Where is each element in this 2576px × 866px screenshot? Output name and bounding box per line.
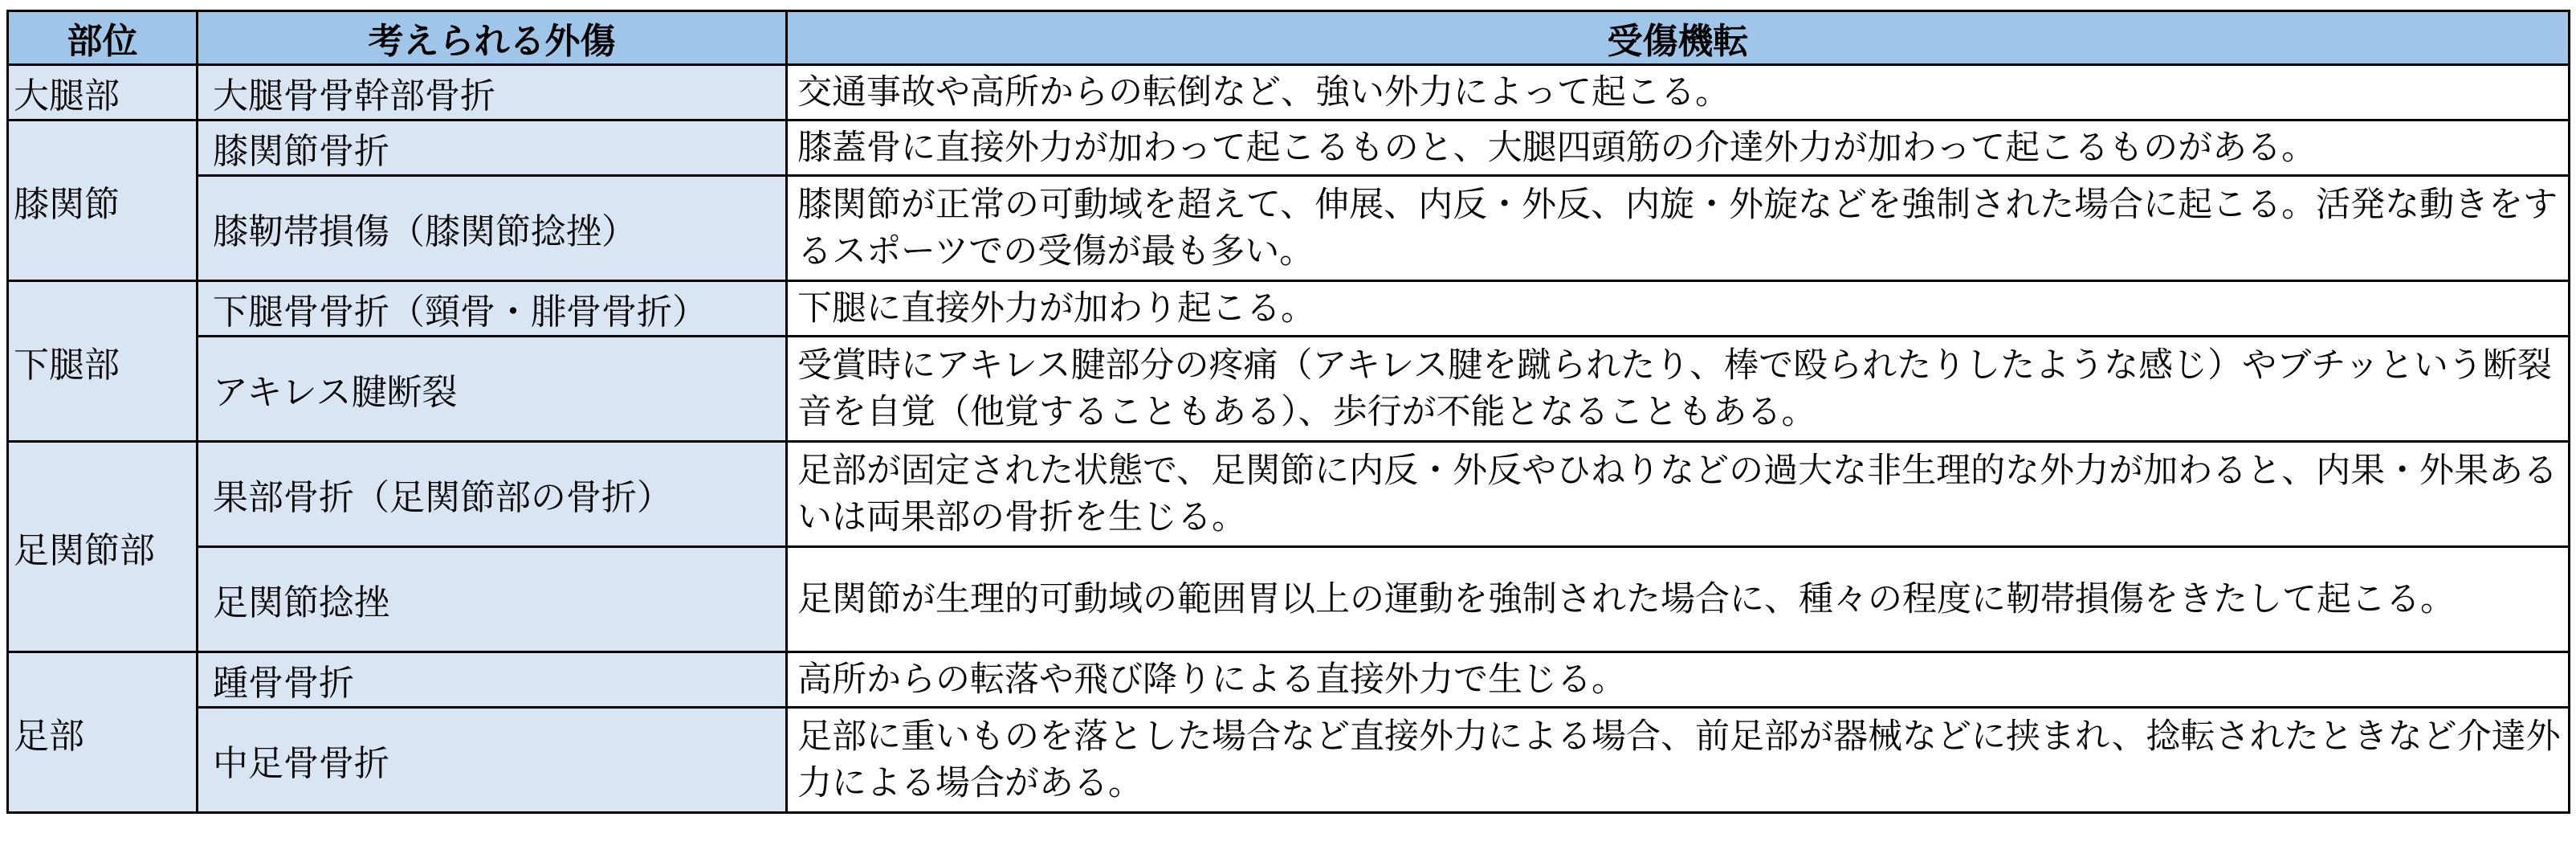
mechanism-cell: 足部に重いものを落とした場合など直接外力による場合、前足部が器械などに挟まれ、捻転されたときなど介達外力による場合がある。 (787, 708, 2570, 813)
header-mechanism: 受傷機転 (787, 11, 2570, 65)
table-row (8, 547, 2570, 652)
body-part-cell: 足関節部 (8, 442, 198, 652)
injury-cell: 大腿骨骨幹部骨折 (198, 65, 787, 121)
header-part: 部位 (8, 11, 198, 65)
table-row (8, 281, 2570, 337)
table-header-row (8, 11, 2570, 65)
table-row (8, 176, 2570, 281)
body-part-cell: 膝関節 (8, 121, 198, 281)
table-row (8, 652, 2570, 708)
table-row (8, 121, 2570, 176)
injury-cell: 踵骨骨折 (198, 652, 787, 708)
table-row (8, 708, 2570, 813)
body-part-cell: 大腿部 (8, 65, 198, 121)
injury-cell: 膝靭帯損傷（膝関節捻挫） (198, 176, 787, 281)
injury-cell: 果部骨折（足関節部の骨折） (198, 442, 787, 547)
mechanism-cell: 足関節が生理的可動域の範囲胃以上の運動を強制された場合に、種々の程度に靭帯損傷をきたして起こる。 (787, 547, 2570, 652)
injury-cell: 中足骨骨折 (198, 708, 787, 813)
mechanism-cell: 交通事故や高所からの転倒など、強い外力によって起こる。 (787, 65, 2570, 121)
mechanism-cell: 下腿に直接外力が加わり起こる。 (787, 281, 2570, 337)
body-part-cell: 下腿部 (8, 281, 198, 442)
mechanism-cell: 膝関節が正常の可動域を超えて、伸展、内反・外反、内旋・外旋などを強制された場合に起こる。活発な動きをするスポーツでの受傷が最も多い。 (787, 176, 2570, 281)
injury-cell: 膝関節骨折 (198, 121, 787, 176)
body-part-cell: 足部 (8, 652, 198, 813)
table-row (8, 442, 2570, 547)
table-row (8, 65, 2570, 121)
injury-cell: 下腿骨骨折（頸骨・腓骨骨折） (198, 281, 787, 337)
mechanism-cell: 膝蓋骨に直接外力が加わって起こるものと、大腿四頭筋の介達外力が加わって起こるものがある。 (787, 121, 2570, 176)
injury-cell: アキレス腱断裂 (198, 337, 787, 442)
injury-mechanism-table (6, 10, 2570, 814)
table-row (8, 337, 2570, 442)
mechanism-cell: 高所からの転落や飛び降りによる直接外力で生じる。 (787, 652, 2570, 708)
injury-cell: 足関節捻挫 (198, 547, 787, 652)
mechanism-cell: 足部が固定された状態で、足関節に内反・外反やひねりなどの過大な非生理的な外力が加わると、内果・外果あるいは両果部の骨折を生じる。 (787, 442, 2570, 547)
header-injury: 考えられる外傷 (198, 11, 787, 65)
mechanism-cell: 受賞時にアキレス腱部分の疼痛（アキレス腱を蹴られたり、棒で殴られたりしたような感じ）やブチッという断裂音を自覚（他覚することもある）、歩行が不能となることもある。 (787, 337, 2570, 442)
